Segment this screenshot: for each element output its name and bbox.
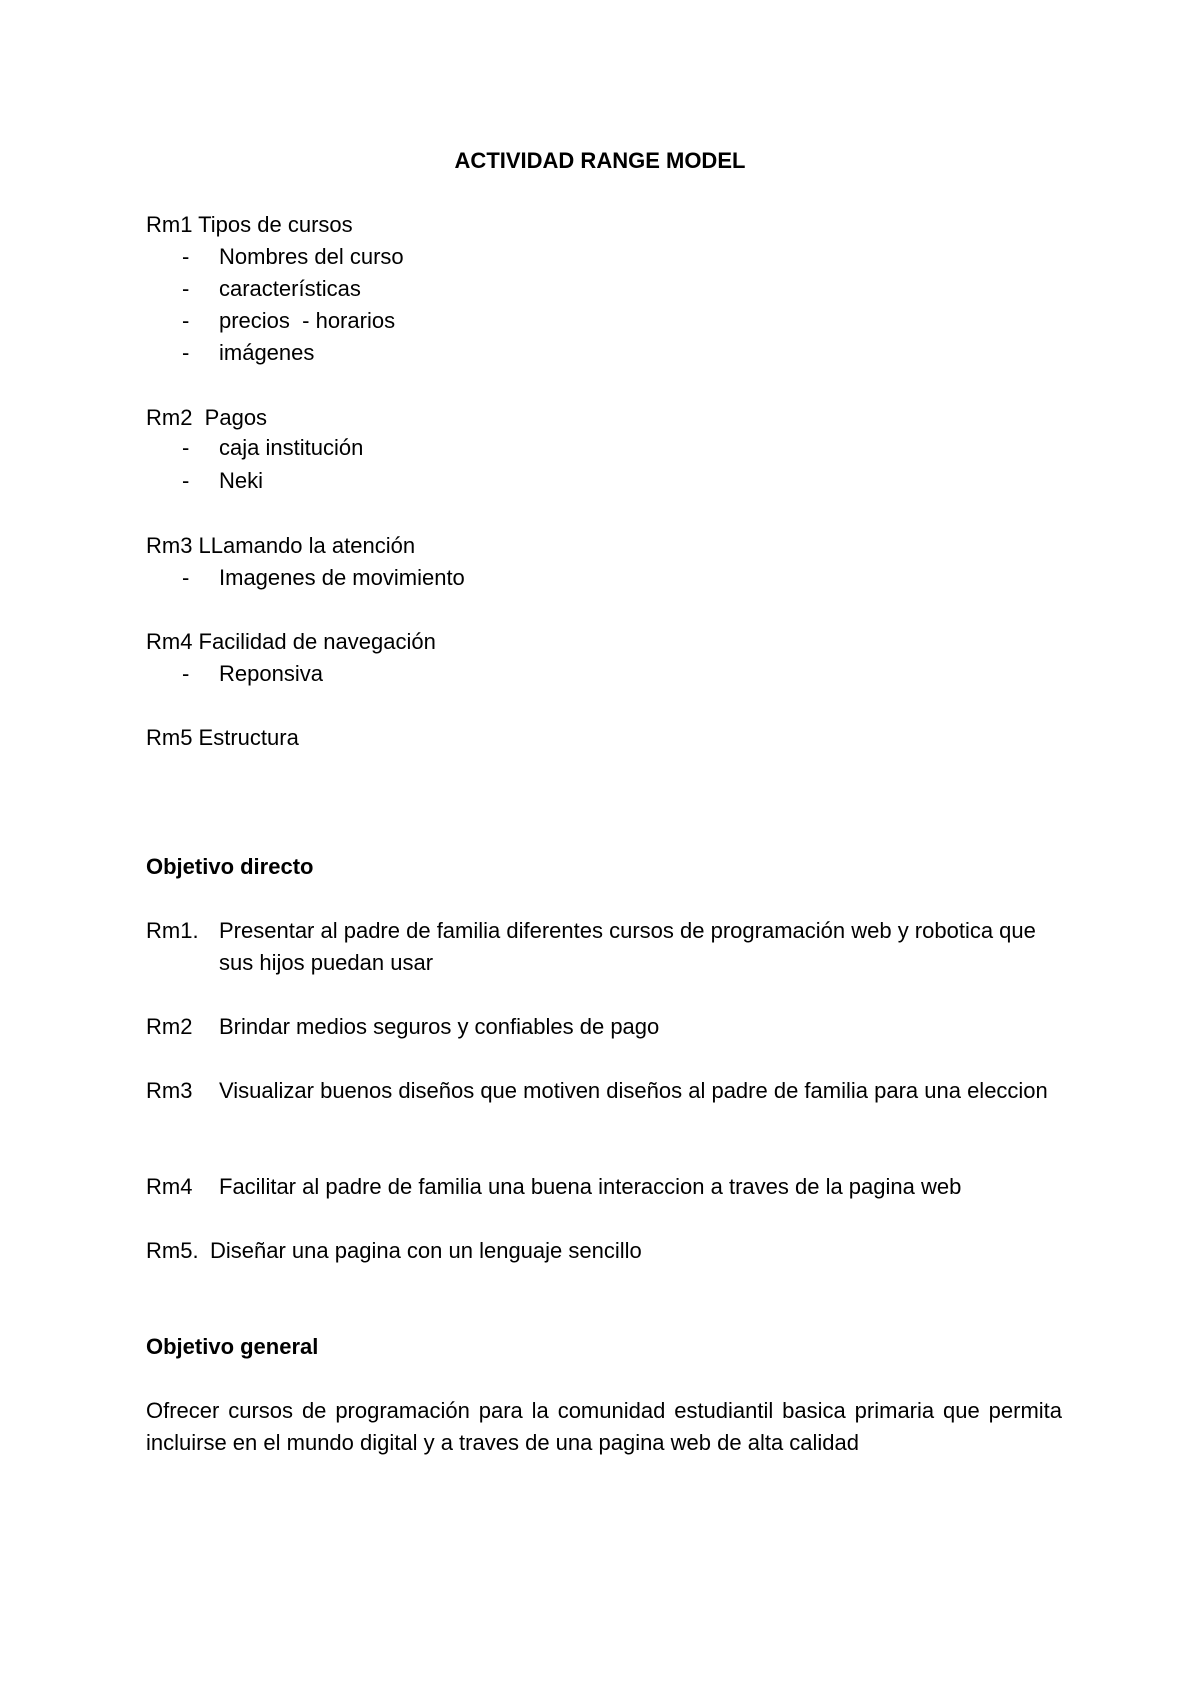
section-rm1-label: Rm1 Tipos de cursos (146, 212, 353, 237)
list-item: caja institución (219, 435, 364, 460)
objetivo-directo-heading: Objetivo directo (146, 854, 314, 879)
bullet-marker: - (182, 468, 190, 493)
list-item: Nombres del curso (219, 244, 404, 269)
list-item: Reponsiva (219, 661, 323, 686)
bullet-marker: - (182, 244, 190, 269)
objective-label: Rm4 (146, 1174, 193, 1199)
section-rm2-label: Rm2 Pagos (146, 405, 268, 430)
section-rm3-label: Rm3 LLamando la atención (146, 533, 416, 558)
objetivo-general-text: Ofrecer cursos de programación para la comunidad estudiantil basica primaria que permita incluirse en el mundo digital y a traves de una pagina web de alta calidad (146, 1398, 1062, 1455)
list-item: características (219, 276, 361, 301)
objective-text: Facilitar al padre de familia una buena interaccion a traves de la pagina web (219, 1174, 962, 1199)
objective-label: Rm3 (146, 1078, 193, 1103)
section-rm5-label: Rm5 Estructura (146, 725, 299, 750)
list-item: Imagenes de movimiento (219, 565, 465, 590)
list-item: precios - horarios (219, 308, 396, 333)
objective-label: Rm1. (146, 918, 199, 943)
bullet-marker: - (182, 276, 190, 301)
bullet-marker: - (182, 661, 190, 686)
list-item: imágenes (219, 340, 315, 365)
bullet-marker: - (182, 340, 190, 365)
document-title: ACTIVIDAD RANGE MODEL (454, 148, 746, 173)
objective-label: Rm5. (146, 1238, 199, 1263)
list-item: Neki (219, 468, 264, 493)
bullet-marker: - (182, 308, 190, 333)
section-rm4-label: Rm4 Facilidad de navegación (146, 629, 436, 654)
objective-text: Brindar medios seguros y confiables de pago (219, 1014, 660, 1039)
objective-text: Diseñar una pagina con un lenguaje sencillo (210, 1238, 642, 1263)
objetivo-general-heading: Objetivo general (146, 1334, 319, 1359)
bullet-marker: - (182, 435, 190, 460)
bullet-marker: - (182, 565, 190, 590)
objective-text: Visualizar buenos diseños que motiven diseños al padre de familia para una eleccion (219, 1078, 1048, 1103)
objective-text: Presentar al padre de familia diferentes cursos de programación web y robotica que sus hijos puedan usar (219, 918, 1036, 975)
objective-label: Rm2 (146, 1014, 193, 1039)
